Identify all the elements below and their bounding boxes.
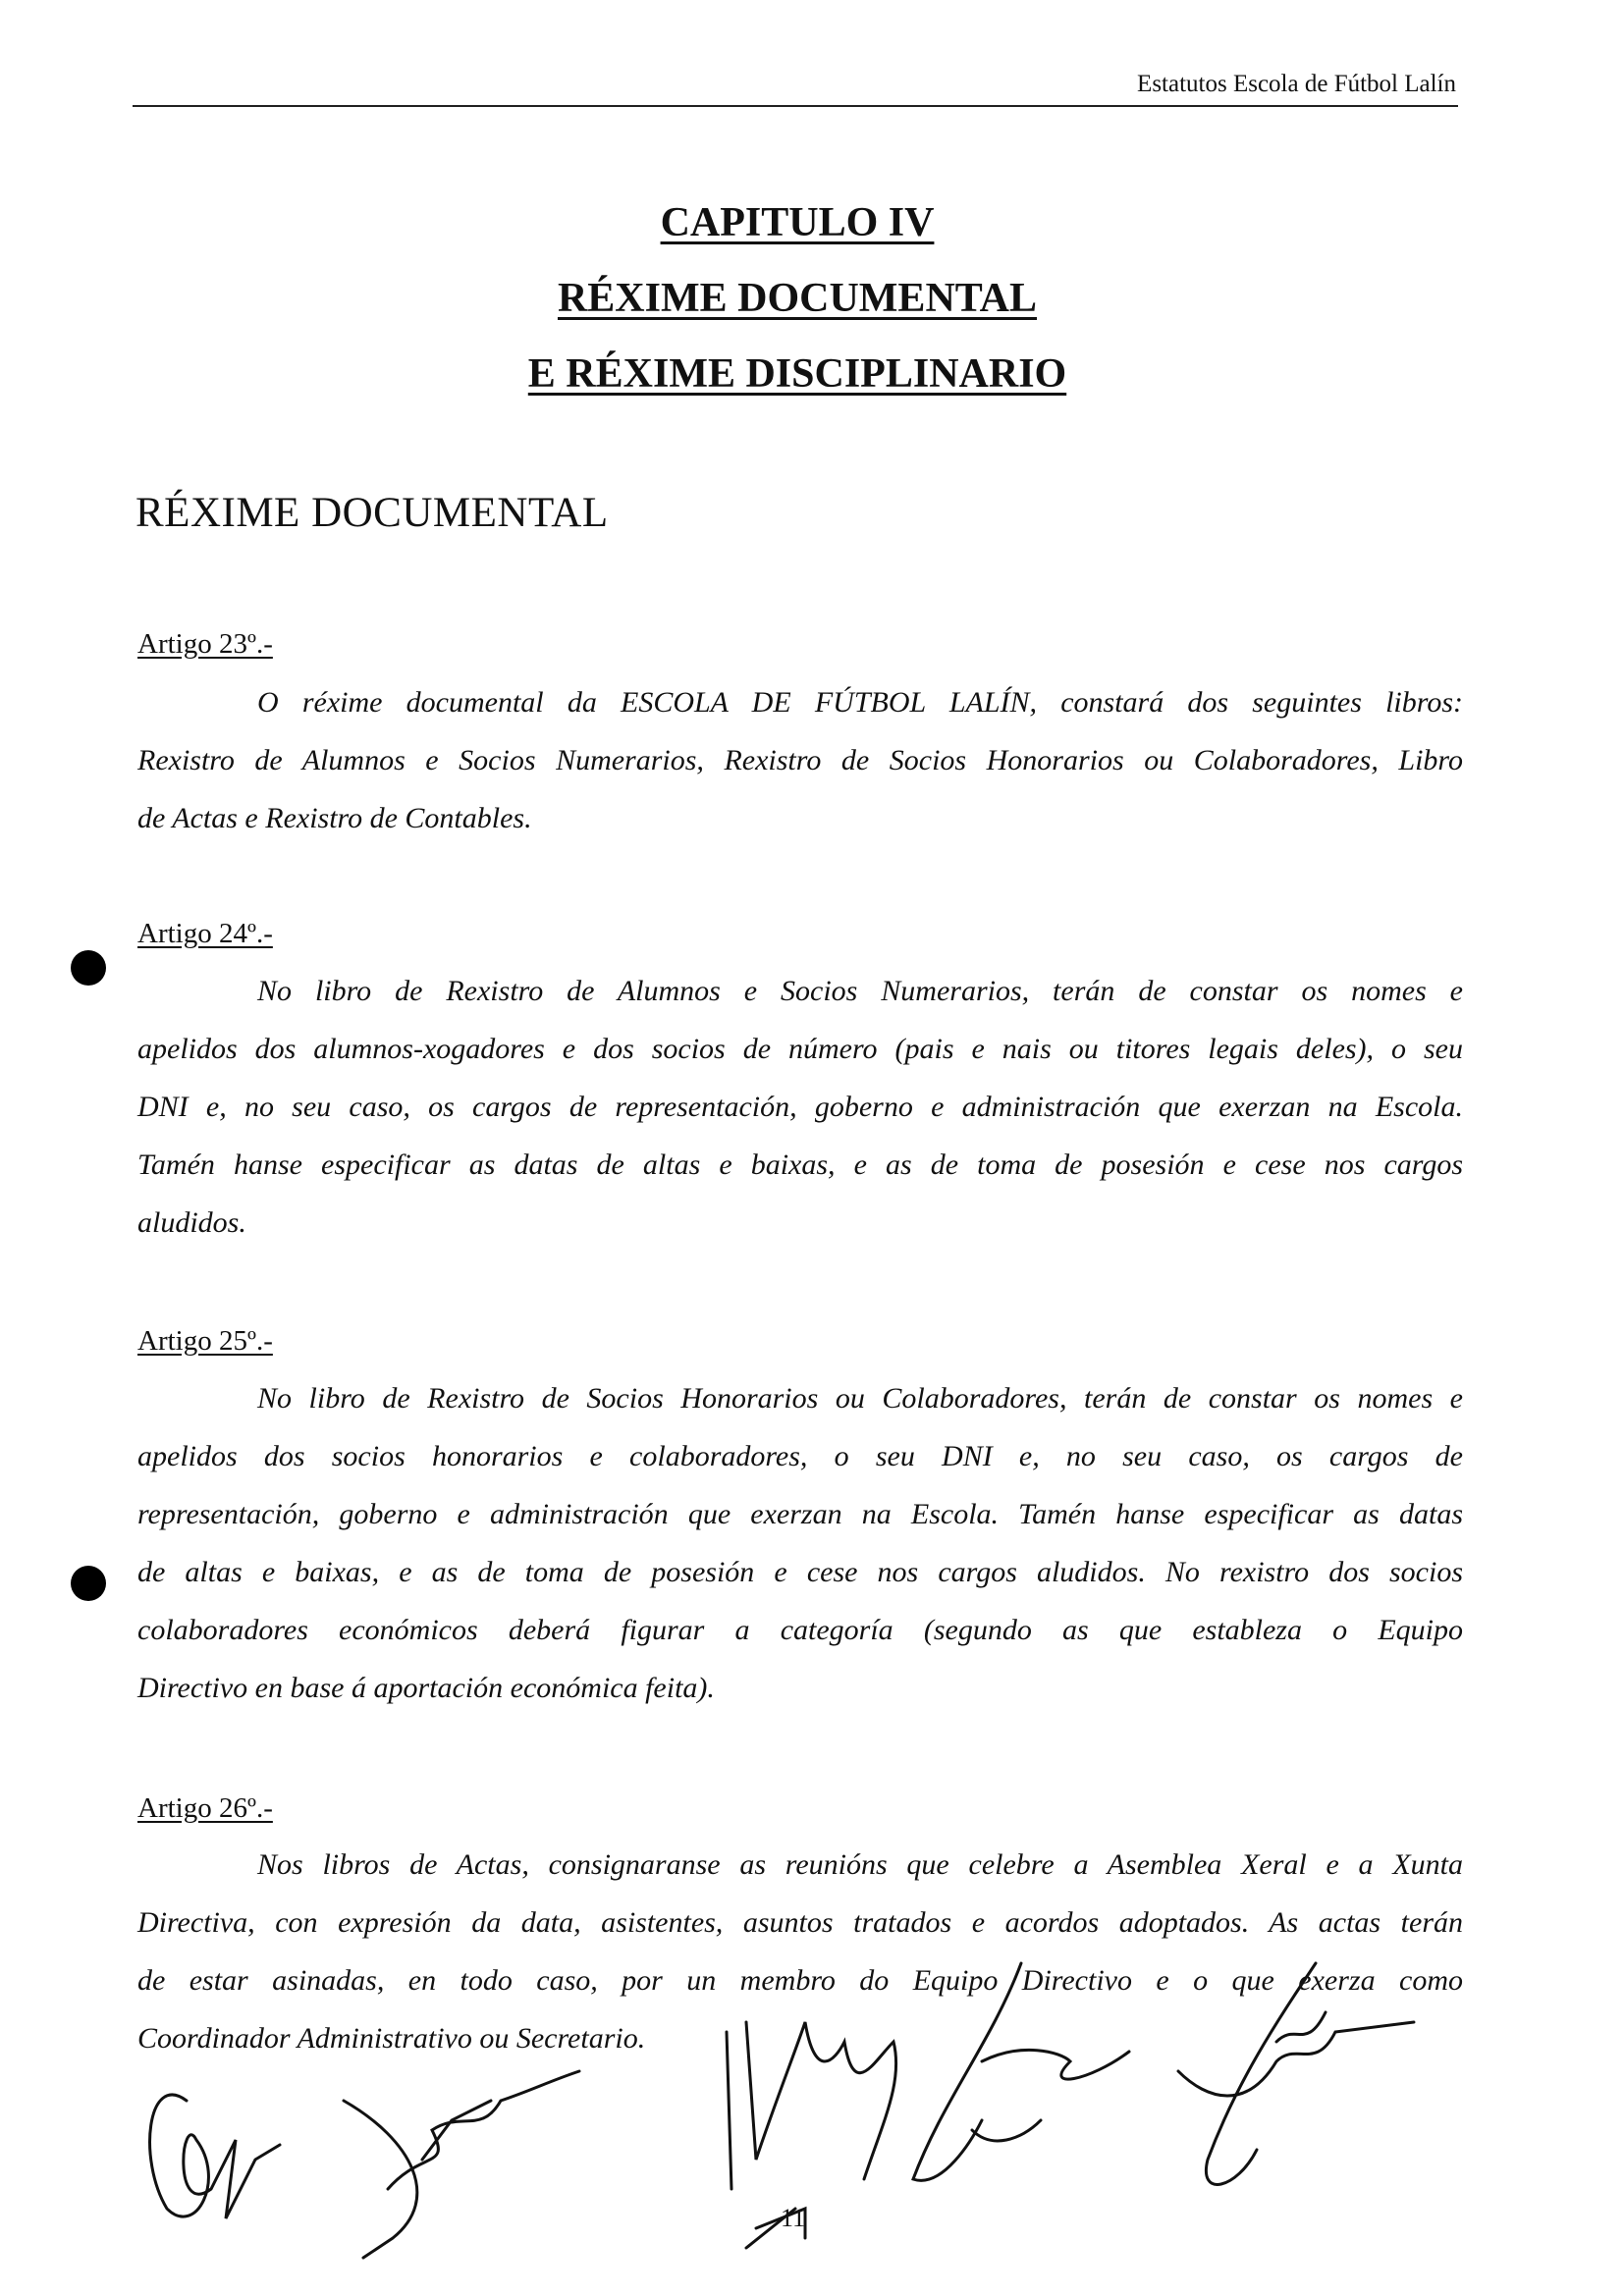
text-line: apelidos dos socios honorarios e colaboradores, o seu DNI e, no seu caso, os cargos de <box>137 1440 1463 1472</box>
text-line: Tamén hanse especificar as datas de altas e baixas, e as de toma de posesión e cese nos cargos <box>137 1148 1463 1181</box>
header-rule <box>133 105 1458 107</box>
article-25-body <box>137 1369 1463 1717</box>
running-header: Estatutos Escola de Fútbol Lalín <box>1137 71 1456 97</box>
text-line: colaboradores económicos deberá figurar a categoría (segundo as que estableza o Equipo <box>137 1614 1463 1646</box>
signature-2 <box>344 2071 579 2258</box>
text-line: representación, goberno e administración que exerzan na Escola. Tamén hanse especificar as datas <box>137 1498 1463 1530</box>
punch-hole-mark <box>71 950 106 986</box>
chapter-subtitle-line-2: E RÉXIME DISCIPLINARIO <box>527 351 1067 397</box>
chapter-title-line: CAPITULO IV <box>660 200 935 245</box>
text-line: de Actas e Rexistro de Contables. <box>137 802 532 834</box>
text-line: Directiva, con expresión da data, asistentes, asuntos tratados e acordos adoptados. As actas terán <box>137 1906 1463 1939</box>
text-line: aludidos. <box>137 1206 246 1239</box>
text-line: No libro de Rexistro de Alumnos e Socios Numerarios, terán de constar os nomes e <box>257 975 1463 1007</box>
article-23-label: Artigo 23º.- <box>137 628 273 660</box>
article-23-body <box>137 673 1463 847</box>
article-25-label: Artigo 25º.- <box>137 1325 273 1357</box>
text-line: de altas e baixas, e as de toma de posesión e cese nos cargos aludidos. No rexistro dos socios <box>137 1556 1463 1588</box>
text-line: O réxime documental da ESCOLA DE FÚTBOL LALÍN, constará dos seguintes libros: <box>257 686 1463 719</box>
article-24-body <box>137 962 1463 1252</box>
article-26-label: Artigo 26º.- <box>137 1792 273 1824</box>
text-line: Rexistro de Alumnos e Socios Numerarios, Rexistro de Socios Honorarios ou Colaboradores, Libro <box>137 744 1463 776</box>
chapter-subtitle-2 <box>0 350 1595 398</box>
text-line: Coordinador Administrativo ou Secretario. <box>137 2022 646 2055</box>
chapter-title <box>0 199 1595 246</box>
article-26-body <box>137 1836 1463 2067</box>
text-line: No libro de Rexistro de Socios Honorarios ou Colaboradores, terán de constar os nomes e <box>257 1382 1463 1415</box>
text-line: apelidos dos alumnos-xogadores e dos socios de número (pais e nais ou titores legais deles), o seu <box>137 1033 1463 1065</box>
article-24-label: Artigo 24º.- <box>137 918 273 949</box>
chapter-subtitle-line: RÉXIME DOCUMENTAL <box>557 276 1038 321</box>
page-number: 11 <box>781 2204 806 2232</box>
chapter-subtitle <box>0 275 1595 322</box>
text-line: DNI e, no seu caso, os cargos de representación, goberno e administración que exerzan na Escola. <box>137 1091 1463 1123</box>
text-line: Directivo en base á aportación económica feita). <box>137 1672 715 1704</box>
text-line: Nos libros de Actas, consignaranse as reunións que celebre a Asemblea Xeral e a Xunta <box>257 1848 1463 1881</box>
section-heading: RÉXIME DOCUMENTAL <box>135 490 609 536</box>
punch-hole-mark <box>71 1566 106 1601</box>
signature-1 <box>150 2095 280 2218</box>
text-line: de estar asinadas, en todo caso, por un membro do Equipo Directivo e o que exerza como <box>137 1964 1463 1997</box>
